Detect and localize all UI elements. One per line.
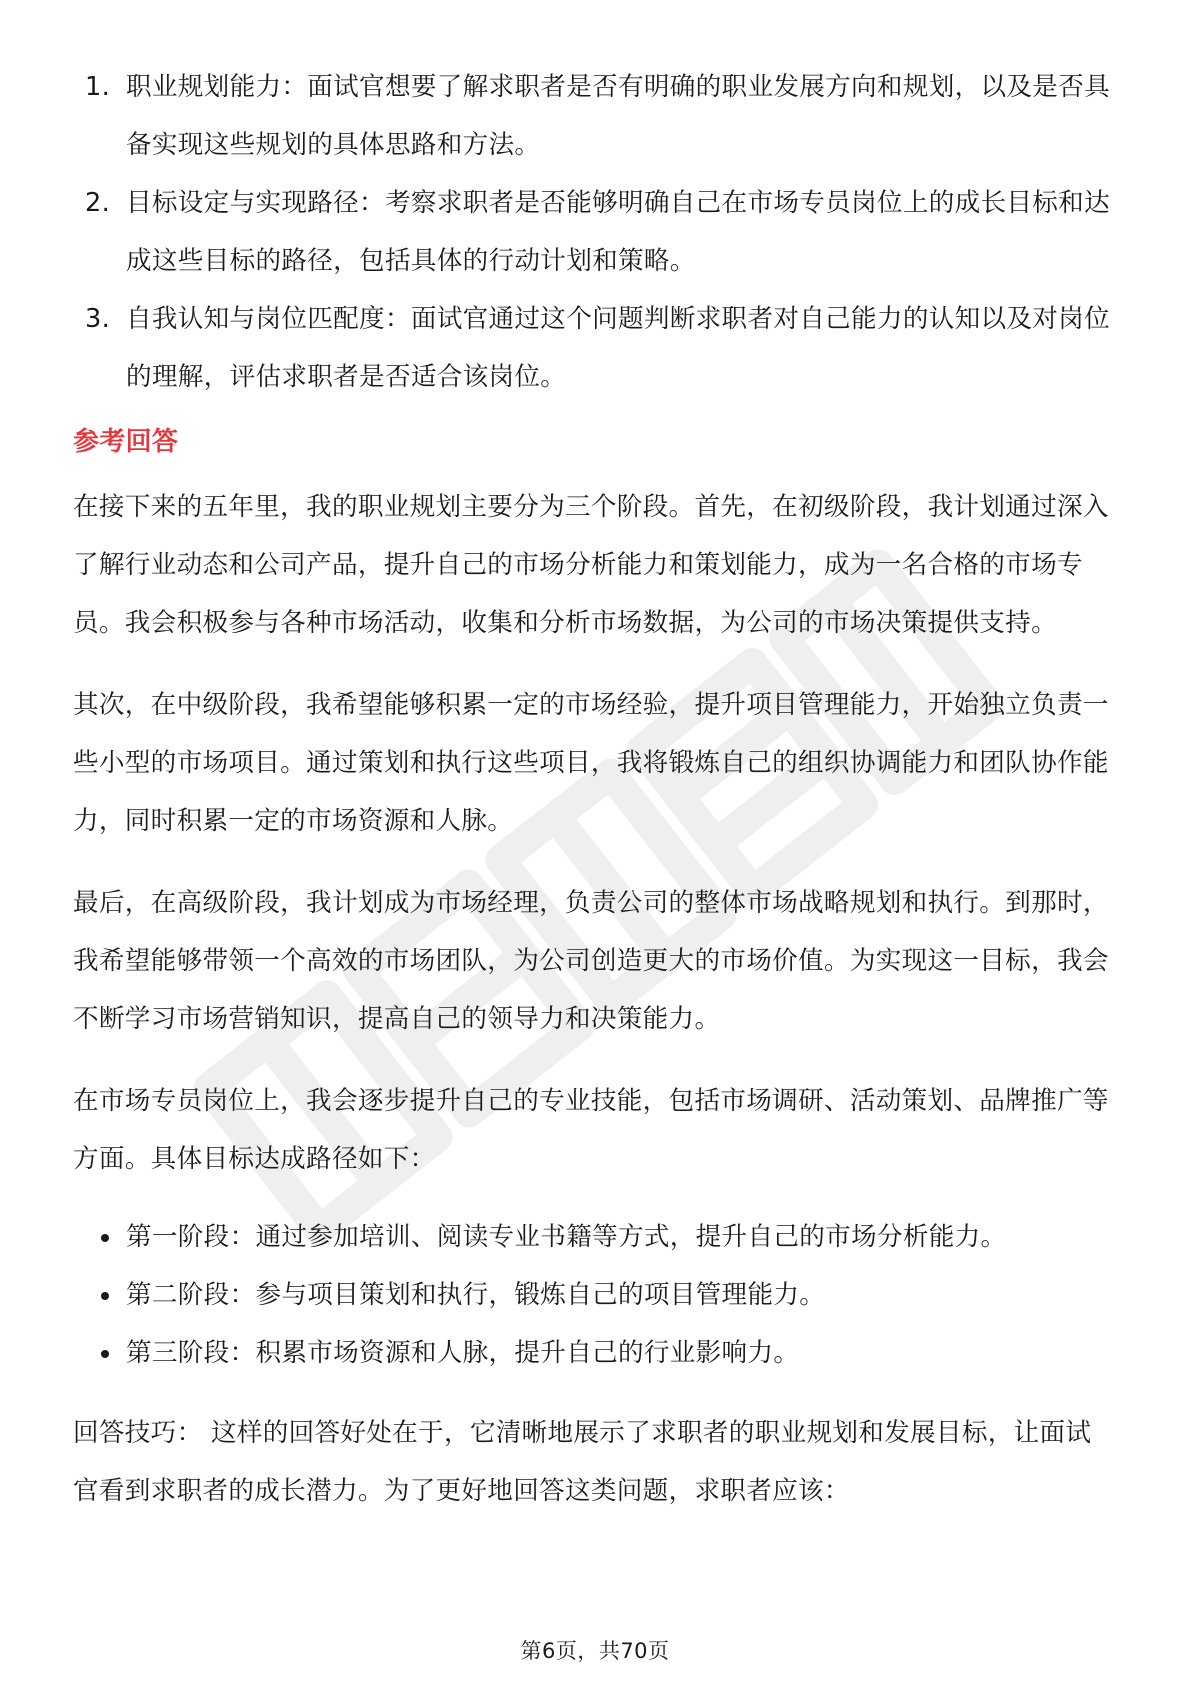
stage-item bbox=[73, 1208, 1117, 1266]
reference-answer-heading: 参考回答 bbox=[73, 427, 179, 457]
criteria-item bbox=[73, 174, 1117, 290]
bullet-icon bbox=[101, 1292, 109, 1300]
criteria-item-text: 目标设定与实现路径：考察求职者是否能够明确自己在市场专员岗位上的成长目标和达成这些目标的路径，包括具体的行动计划和策略。 bbox=[126, 188, 1110, 276]
stage-item bbox=[73, 1266, 1117, 1324]
bullet-icon bbox=[101, 1350, 109, 1358]
answer-paragraph: 在市场专员岗位上，我会逐步提升自己的专业技能，包括市场调研、活动策划、品牌推广等方面。具体目标达成路径如下： bbox=[73, 1086, 1109, 1174]
criteria-item-number: 1. bbox=[85, 72, 111, 102]
stages-list bbox=[73, 1208, 1117, 1382]
criteria-item-text: 自我认知与岗位匹配度：面试官通过这个问题判断求职者对自己能力的认知以及对岗位的理解，评估求职者是否适合该岗位。 bbox=[126, 304, 1110, 392]
criteria-item bbox=[73, 290, 1117, 406]
criteria-item-text: 职业规划能力：面试官想要了解求职者是否有明确的职业发展方向和规划，以及是否具备实现这些规划的具体思路和方法。 bbox=[126, 72, 1110, 160]
answer-tips: 回答技巧： 这样的回答好处在于，它清晰地展示了求职者的职业规划和发展目标，让面试官看到求职者的成长潜力。为了更好地回答这类问题，求职者应该： bbox=[73, 1418, 1092, 1506]
criteria-item-number: 2. bbox=[85, 188, 111, 218]
stage-item bbox=[73, 1324, 1117, 1382]
bullet-icon bbox=[101, 1234, 109, 1242]
criteria-item bbox=[73, 58, 1117, 174]
answer-paragraph: 其次，在中级阶段，我希望能够积累一定的市场经验，提升项目管理能力，开始独立负责一些小型的市场项目。通过策划和执行这些项目，我将锻炼自己的组织协调能力和团队协作能力，同时积累一定的市场资源和人脉。 bbox=[73, 690, 1109, 836]
criteria-item-number: 3. bbox=[85, 304, 111, 334]
stage-item-text: 第一阶段：通过参加培训、阅读专业书籍等方式，提升自己的市场分析能力。 bbox=[126, 1222, 1007, 1252]
page-indicator: 第6页，共70页 bbox=[520, 1639, 670, 1663]
stage-item-text: 第二阶段：参与项目策划和执行，锻炼自己的项目管理能力。 bbox=[126, 1280, 826, 1310]
criteria-list bbox=[73, 58, 1117, 406]
answer-paragraph: 在接下来的五年里，我的职业规划主要分为三个阶段。首先，在初级阶段，我计划通过深入了解行业动态和公司产品，提升自己的市场分析能力和策划能力，成为一名合格的市场专员。我会积极参与各种市场活动，收集和分析市场数据，为公司的市场决策提供支持。 bbox=[73, 492, 1109, 638]
answer-paragraph: 最后，在高级阶段，我计划成为市场经理，负责公司的整体市场战略规划和执行。到那时，我希望能够带领一个高效的市场团队，为公司创造更大的市场价值。为实现这一目标，我会不断学习市场营销知识，提高自己的领导力和决策能力。 bbox=[73, 888, 1109, 1034]
stage-item-text: 第三阶段：积累市场资源和人脉，提升自己的行业影响力。 bbox=[126, 1338, 800, 1368]
document-content bbox=[73, 58, 1117, 1520]
